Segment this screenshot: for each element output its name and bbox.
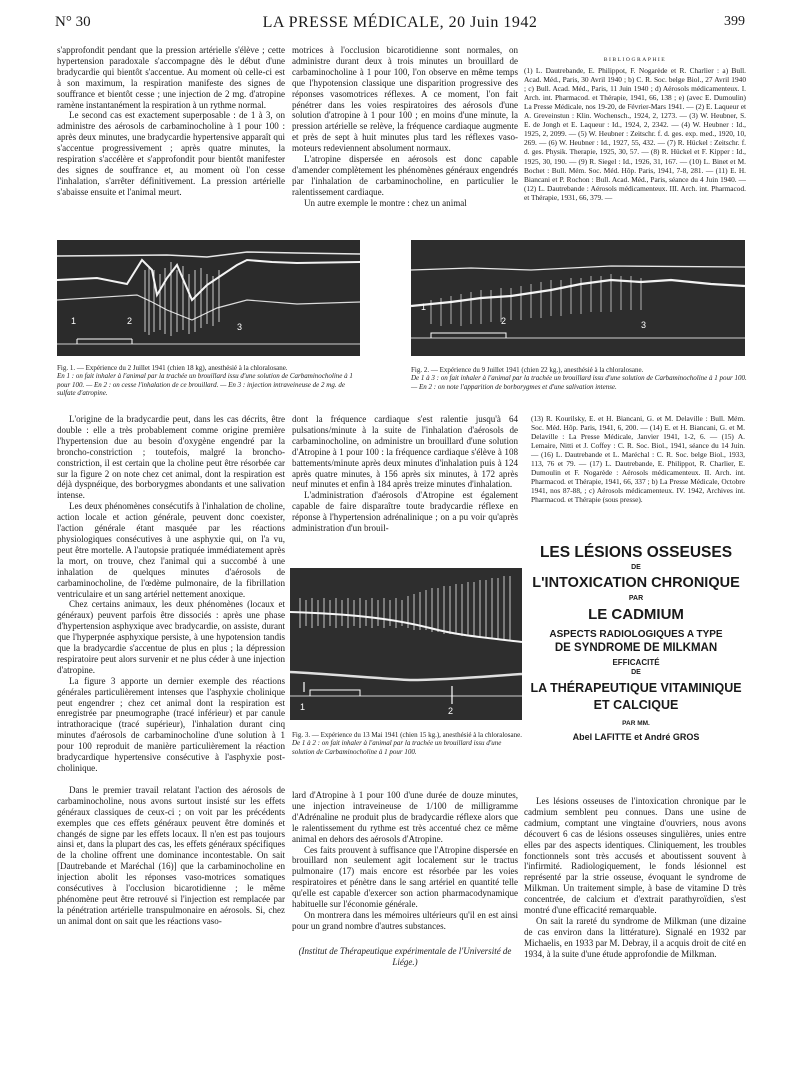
title-line: DE — [631, 669, 641, 676]
title-line: EFFICACITÉ — [612, 658, 660, 667]
caption-body: De 1 à 2 : on fait inhaler à l'animal par la trachée un brouillard issu d'une solution de Carbaminocholine à 1 pour 100. — [292, 739, 502, 756]
paragraph: dont la fréquence cardiaque s'est ralentie jusqu'à 64 pulsations/minute à la suite de l'inhalation d'aérosols de carbaminocholine, on administre un brouillard d'une solution d'Atropine à 1 pour 100 : la fréquence cardiaque s'élève à 108 battements/minute après deux minutes d'inhalation puis à 124 après quatre minutes, à 156 après six minutes, à 172 après neuf minutes et enfin à 184 après treize minutes d'inhalation. — [292, 414, 518, 490]
paragraph: On sait la rareté du syndrome de Milkman (une dizaine de cas environ dans la littérature). Signalé en 1932 par Michaelis, en 1933 par M. Debray, il a acquis droit de cité en 1934, à la suite d'une étude approfondie de Milkman. — [524, 915, 746, 959]
figure-3-tracing — [290, 568, 522, 720]
paragraph: L'origine de la bradycardie peut, dans les cas décrits, être double : elle a très probablement comme origine première l'hypertension due au besoin d'oxygène engendré par la broncho-constriction ; toutefois, malgré la broncho-constriction, il est certain que la choline peut être résorbée car sur la figure 2 on note chez cet animal, dont la respiration est déjà dyspnéique, des borborygmes abondants et une salivation intense. — [57, 414, 285, 501]
caption-body: En 1 : on fait inhaler à l'animal par la trachée un brouillard issu d'une solution de Carbaminocholine à 1 pour 100. — En 2 : on cesse l'inhalation de ce brouillard. — En 3 : injection intraveineuse de 2 mg. de sulfate d'atropine. — [57, 372, 353, 398]
bibliography-title: BIBLIOGRAPHIE — [603, 57, 667, 63]
paragraph: Les lésions osseuses de l'intoxication chronique par le cadmium semblent peu connues. Dans une usine de cadmium, comptant une vingtaine d'ouvriers, nous avons découvert 6 cas de lésions osseuses singulières, unies entre elles par des aspects identiques. Cliniquement, les troubles fonctionnels sont très accusés et aboutissent souvent à l'infirmité. Radiologiquement, le fonds lésionnel est représenté par la strie osseuse, évoquant le syndrome de Milkman. Un traitement simple, à base de vitamine D très concentrée, de calcium et d'extrait parathyroïdien, s'est montré d'une efficacité remarquable. — [524, 796, 746, 916]
figure-marker: 1 — [300, 702, 306, 712]
caption-title: Fig. 2. — Expérience du 9 Juillet 1941 (chien 22 kg.), anesthésié à la chloralosane. — [411, 366, 644, 374]
bibliography-text: (1) L. Dautrebande, E. Philippot, F. Nogarède et R. Charlier : a) Bull. Acad. Méd., Paris, 30 Avril 1940 ; b) C. R. Soc. belge Biol., 27 Avril 1940 ; c) Bull. Acad. Méd., Paris, 11 Juin 1940 ; d) Aérosols médicamenteux. I. Arch. int. Pharmacod. et Thérapie, 1941, 66, 138 ; e) (avec E. Dumoulin) La Presse Médicale, nos 19-20, de Février-Mars 1941. — (2) E. Laqueur et A. Greveinstun : Klin. Wochensch., 1924, 2, 1273. — (3) W. Heubner, S. E. de Jongh et E. Laqueur : Id., 1924, 2, 2342. — (4) W. Heubner : Id., 1925, 2, 2099. — (5) W. Heubner : Zeitschr. f. d. ges. exp. med., 1920, 10, 269. — (6) W. Heubner : Id., 1927, 55, 432. — (7) R. Hückel : Zeitschr. f. d. ges. Physik. Therapie, 1925, 30, 57. — (8) R. Hückel et F. Kipper : Id., 1925, 30, 190. — (9) R. Siegel : Id., 1926, 31, 167. — (10) L. Binet et M. Bochet : Bull. Mém. Soc. Méd. Hôp. Paris, 1941, 7-8, 281. — (11) E. H. Biancani et P. Rochon : Bull. Acad. Méd., Paris, séance du 4 Juin 1940. — (12) L. Dautrebande : Aérosols médicamenteux. III. Arch. int. Pharmacod. et Thérapie, 1931, 66, 379. — — [524, 66, 746, 202]
figure-1-caption — [57, 364, 362, 398]
caption-title: Fig. 3. — Expérience du 13 Mai 1941 (chien 15 kg.), anesthésié à la chloralosane. — [292, 731, 522, 739]
figure-marker: 2 — [501, 316, 507, 326]
title-line: LE CADMIUM — [588, 606, 684, 623]
paragraph: Le second cas est exactement superposable : de 1 à 3, on administre des aérosols de carbaminocholine à 1 pour 100 : après deux minutes, une bradycardie hypertensive apparaît qui s'accentue progressivement ; après quatre minutes, la respiration s'accélère et s'approfondit pour bientôt manifester des signes de souffrance et, au moment où l'on cesse l'inhalation, s'arrêter définitivement. La pression artérielle s'abaisse ensuite et l'animal meurt. — [57, 110, 285, 197]
figure-marker: 2 — [448, 706, 454, 716]
title-line: LES LÉSIONS OSSEUSES — [539, 544, 733, 561]
figure-2-tracing — [411, 240, 745, 356]
figure-1-tracing — [57, 240, 360, 356]
paragraph: Ces faits prouvent à suffisance que l'Atropine dispersée en brouillard non seulement agit localement sur le tractus pulmonaire (17) mais encore est résorbée par les voies respiratoires et pénètre dans le sang artériel en quantité telle qu'elle est capable d'exercer son action pharmacodynamique habituelle sur l'économie générale. — [292, 844, 518, 910]
affiliation: (Institut de Thérapeutique expérimentale de l'Université de Liége.) — [298, 945, 512, 967]
title-line: ASPECTS RADIOLOGIQUES A TYPE — [549, 629, 723, 640]
figure-marker: 3 — [641, 320, 647, 330]
title-line: LA THÉRAPEUTIQUE VITAMINIQUE — [530, 681, 742, 695]
caption-title: Fig. 1. — Expérience du 2 Juillet 1941 (chien 18 kg), anesthésié à la chloralosane. — [57, 364, 288, 372]
paragraph: motrices à l'occlusion bicarotidienne sont normales, on administre durant deux à trois minutes un brouillard de carbaminocholine à 1 pour 100, l'on observe en même temps que l'hypotension classique une disparition progressive des réponses vasomotrices réflexes. A ce moment, l'on fait pénétrer dans les voies respiratoires des aérosols d'une solution d'atropine à 1 pour 100 ; en moins d'une minute, la pression artérielle se relève, la fréquence cardiaque augmente et près de sept à huit minutes plus tard les réflexes vaso-moteurs redeviennent absolument normaux. — [292, 45, 518, 154]
figure-marker: 2 — [127, 316, 133, 326]
figure-3-caption — [292, 731, 522, 756]
paragraph: La figure 3 apporte un dernier exemple des réactions générales particulièrement intenses que l'asphyxie cholinique peut engendrer ; chez cet animal dont la respiration est enregistrée par pneumographe (tracé inférieur) et par canule intrathoracique (tracé supérieur), l'inhalation durant cinq minutes d'aérosols de carbaminocholine d'une solution à 1 pour 100 reproduit de manière particulièrement la réaction bradycardique hypertensive consécutive à l'asphyxie post-cholinique. — [57, 675, 285, 773]
title-line: PAR — [628, 595, 644, 602]
col1-top-text — [57, 45, 285, 198]
col1-bottom-text — [57, 414, 285, 927]
paragraph: On montrera dans les mémoires ultérieurs qu'il en est ainsi pour un grand nombre d'autres substances. — [292, 909, 518, 931]
title-line: DE — [631, 564, 641, 571]
page-number: 399 — [724, 14, 745, 29]
paragraph: Dans le premier travail relatant l'action des aérosols de carbaminocholine, nous avons surtout insisté sur les effets généraux classiques de ceux-ci ; on voit par les précédents exemples que ces effets généraux peuvent être dominés et changés de signe par les effets locaux. Il n'en est pas toujours ainsi et, dans la plupart des cas, les effets généraux spécifiques de la choline offrent une dominance incontestable. On sait [Dautrebande et Maréchal (16)] que la carbaminocholine en injection abolit les réponses vaso-motrices somatiques consécutives à l'occlusion bicarotidienne ; le même phénomène peut être retrouvé si l'injection est remplacée par la pénétration artérielle transpulmonaire en aérosols. Si, chez un animal dont on sait que les réactions vaso- — [57, 784, 285, 926]
col2-top-text — [292, 45, 518, 209]
bibliography — [524, 56, 746, 202]
paragraph: s'approfondit pendant que la pression artérielle s'élève ; cette hypertension paradoxale s'accompagne dès le début d'une bradycardie qui bientôt s'accentue. Au moment où celle-ci est à son maximum, la respiration manifeste des signes de souffrance et bientôt cesse ; une injection de 2 mg. d'atropine ramène instantanément la respiration à un rythme normal. — [57, 45, 285, 110]
title-line: DE SYNDROME DE MILKMAN — [554, 642, 718, 654]
paragraph: Chez certains animaux, les deux phénomènes (locaux et généraux) peuvent parfois être dissociés : après une phase d'hypertension asphyxique avec bradycardie, on assiste, durant que l'hyperpnée asphyxique persiste, à une hypotension tandis que la bradycardie s'accentue de plus en plus ; la dépression respiratoire peut alors survenir et ne plus céder à une injection d'atropine. — [57, 599, 285, 675]
figure-2-caption — [411, 366, 747, 391]
figure-marker: 1 — [71, 316, 77, 326]
journal-title: LA PRESSE MÉDICALE, 20 Juin 1942 — [262, 14, 538, 31]
caption-body: De 1 à 3 : on fait inhaler à l'animal par la trachée un brouillard issu d'une solution de Carbaminocholine à 1 pour 100. — En 2 : on note l'apparition de borborygmes et d'une salivation intense. — [411, 374, 747, 391]
paragraph: Les deux phénomènes consécutifs à l'inhalation de choline, action locale et action générale, peuvent donc coexister, l'action générale étant masquée par les réactions physiologiques consécutives à une asphyxie qui, on l'a vu, peut être mortelle. A l'autopsie pratiquée immédiatement après la mort, on trouve, chez l'animal qui a succombé à une inhalation de quelques minutes d'aérosols de carbaminocholine, de l'œdème pulmonaire, de la fibrillation ventriculaire et un sang artériel nettement anoxique. — [57, 501, 285, 599]
bibliography-continued: (13) R. Kourilsky, E. et H. Biancani, G. et M. Delaville : Bull. Mém. Soc. Méd. Hôp. Paris, 1941, 6, 200. — (14) E. et H. Biancani, G. et M. Delaville : La Presse Médicale, Janvier 1941, 1-2, 6. — (15) A. Lemaire, Nitti et J. Coffey : C. R. Soc. Biol., 1941, séance du 14 Juin. — (16) L. Dautrebande et L. Maréchal : C. R. Soc. belge Biol., 1933, 113, 76 et 79. — (17) L. Dautrebande, E. Philippot, R. Charlier, E. Dumoulin et F. Nogarède : Aérosols médicamenteux. II. Arch. int. Pharmacod. et Thérapie, 1941, 66, 337 ; b) La Presse Médicale, Octobre 1941, nos 87-88, ; c) Aérosols médicamenteux. IV. 1942, Archives int. Pharmacod. et Thérapie (sous presse). — [531, 414, 745, 505]
col2-bottom-text — [292, 790, 518, 968]
title-line: L'INTOXICATION CHRONIQUE — [532, 575, 740, 591]
col2-mid-text — [292, 414, 518, 534]
paragraph: Un autre exemple le montre : chez un animal — [304, 197, 467, 208]
figure-marker: 3 — [237, 322, 243, 332]
issue-number: N° 30 — [55, 14, 91, 30]
title-line: ET CALCIQUE — [593, 698, 679, 712]
article-title-block — [524, 544, 748, 743]
figure-marker: 1 — [421, 302, 427, 312]
authors: Abel LAFITTE et André GROS — [572, 732, 700, 742]
col3-body-text — [524, 796, 746, 960]
paragraph: lard d'Atropine à 1 pour 100 d'une durée de douze minutes, une injection intraveineuse de 1/100 de milligramme d'Adrénaline ne produit plus de bradycardie réflexe alors que le ralentissement du rythme est très accentué chez ce même animal en dehors des aérosols d'Atropine. — [292, 790, 518, 844]
byline-label: PAR MM. — [622, 720, 650, 727]
paragraph: L'administration d'aérosols d'Atropine est également capable de faire disparaître toute bradycardie réflexe en réponse à l'hypertension adrénalinique ; on a pu voir qu'après administration d'un brouil- — [292, 490, 518, 534]
page-header — [55, 14, 745, 40]
paragraph: L'atropine dispersée en aérosols est donc capable d'amender complètement les phénomènes généraux engendrés par l'inhalation de carbaminocholine, en particulier le ralentissement cardiaque. — [292, 154, 518, 197]
